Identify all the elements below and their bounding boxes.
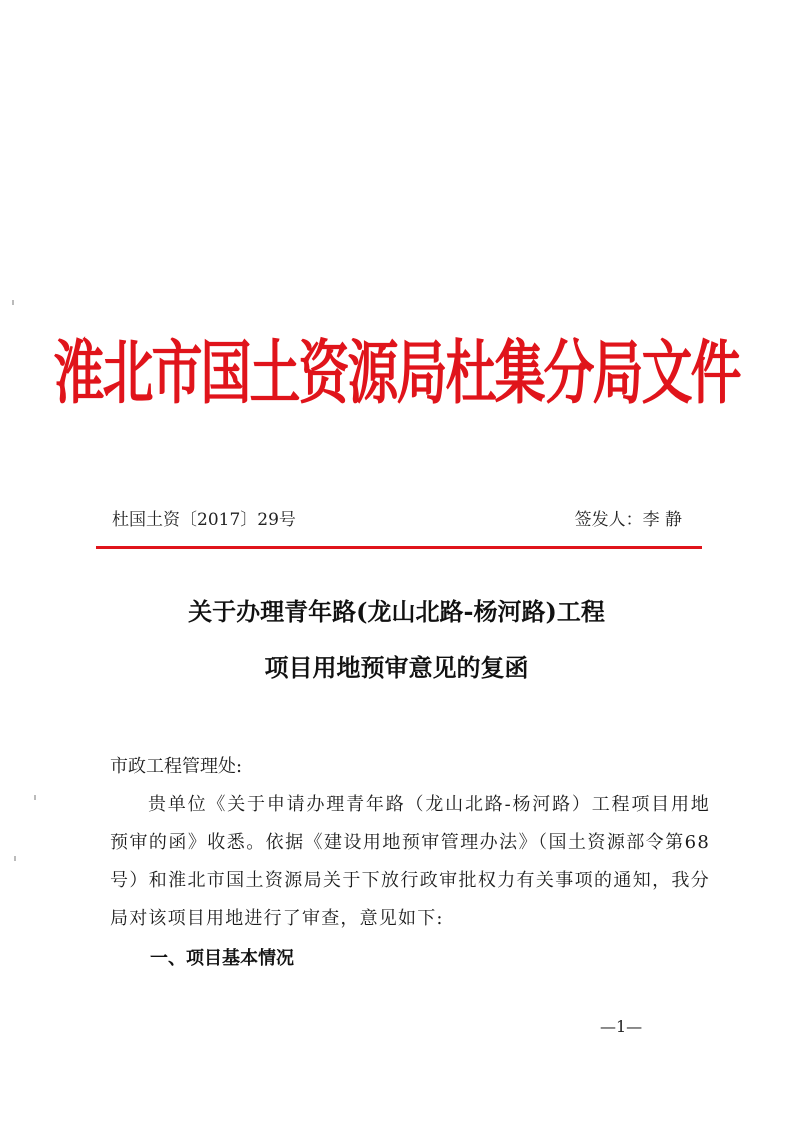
page-number: —1— [600,1017,643,1036]
salutation: 市政工程管理处: [110,756,243,777]
scan-speck [14,856,16,861]
document-number: 杜国土资〔2017〕29号 [112,510,296,530]
document-title-line1: 关于办理青年路(龙山北路-杨河路)工程 [188,597,605,626]
body-paragraph: 贵单位《关于申请办理青年路（龙山北路-杨河路）工程项目用地预审的函》收悉。依据《建设用地预审管理办法》（国土资源部令第68号）和淮北市国土资源局关于下放行政审批权力有关事项的通知，我分局对该项目用地进行了审查，意见如下: [110,794,710,929]
section-heading: 一、项目基本情况 [150,948,294,969]
issuer-title: 淮北市国土资源局杜集分局文件 [53,334,740,415]
red-divider [96,546,702,549]
scan-speck [34,795,36,800]
document-body [110,748,710,938]
meta-row [112,505,682,530]
document-title-line2: 项目用地预审意见的复函 [264,653,529,682]
signer: 签发人：李 静 [574,510,682,530]
scan-speck [12,300,14,305]
